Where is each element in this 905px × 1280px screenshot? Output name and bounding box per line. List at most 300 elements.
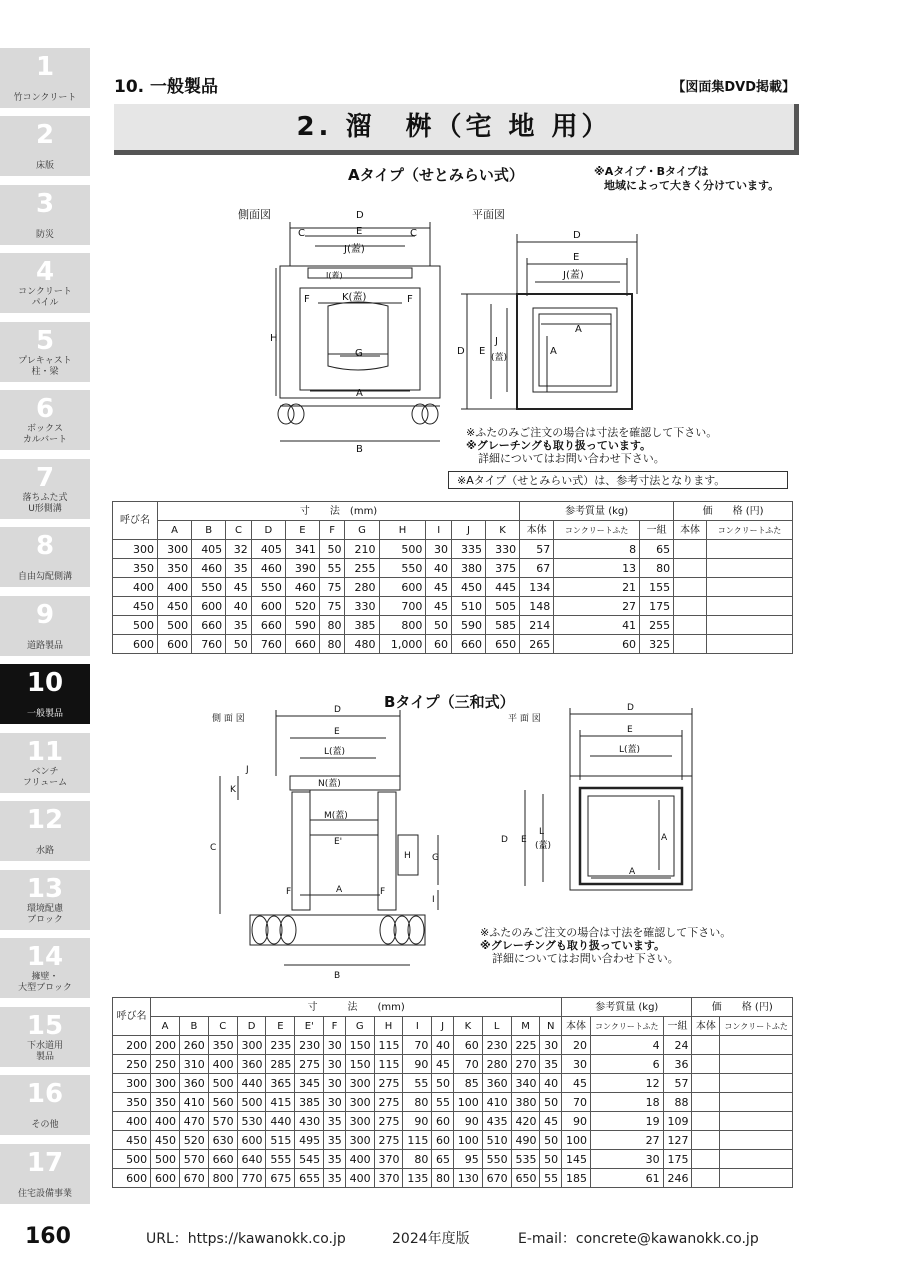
table-cell: 380: [451, 559, 485, 578]
table-cell: 246: [663, 1169, 692, 1188]
table-cell: [674, 559, 707, 578]
table-cell: 35: [226, 616, 252, 635]
table-row: [113, 1055, 793, 1074]
table-cell: 660: [208, 1150, 237, 1169]
sidebar-item-label: 擁壁・ 大型ブロック: [18, 972, 72, 993]
sidebar-item-chapter[interactable]: [0, 1007, 90, 1067]
sidebar-item-number: 12: [26, 805, 64, 835]
table-row: [113, 578, 793, 597]
table-cell: 350: [158, 559, 192, 578]
table-cell: 585: [486, 616, 520, 635]
table-cell: 770: [237, 1169, 266, 1188]
dim-label: E: [479, 346, 486, 357]
table-cell: C: [226, 521, 252, 540]
dim-label: C: [298, 228, 305, 239]
sidebar-item-chapter[interactable]: [0, 801, 90, 861]
dim-label: A: [661, 833, 668, 843]
table-cell: I: [403, 1017, 432, 1036]
table-cell: 650: [511, 1169, 540, 1188]
sidebar-item-number: 5: [35, 326, 55, 356]
table-cell: 30: [426, 540, 452, 559]
table-cell: 45: [226, 578, 252, 597]
dim-label: M(蓋): [324, 811, 348, 821]
table-cell: 510: [451, 597, 485, 616]
table-cell: 590: [285, 616, 319, 635]
table-cell: [674, 578, 707, 597]
table-cell: 寸 法 (mm): [151, 998, 562, 1017]
dim-label: G: [355, 348, 363, 359]
dim-label: D: [501, 835, 508, 845]
table-cell: 300: [113, 540, 158, 559]
table-cell: 40: [226, 597, 252, 616]
table-cell: 88: [663, 1093, 692, 1112]
type-b-plan-label: 平 面 図: [508, 714, 541, 724]
table-cell: 230: [482, 1036, 511, 1055]
dim-label: J(蓋): [344, 244, 365, 255]
table-cell: 185: [562, 1169, 591, 1188]
dim-label: A: [575, 324, 582, 335]
dim-label: G: [432, 853, 439, 863]
table-cell: J: [432, 1017, 454, 1036]
table-cell: 41: [554, 616, 640, 635]
table-cell: 70: [562, 1093, 591, 1112]
table-cell: 300: [345, 1093, 374, 1112]
sidebar-item-chapter[interactable]: [0, 116, 90, 176]
table-cell: 360: [237, 1055, 266, 1074]
table-header-row: [113, 521, 793, 540]
table-cell: 8: [554, 540, 640, 559]
table-cell: コンクリートふた: [554, 521, 640, 540]
table-cell: [720, 1036, 793, 1055]
table-cell: E: [285, 521, 319, 540]
sidebar-item-number: 16: [26, 1079, 64, 1109]
dim-label: D: [356, 210, 364, 221]
table-cell: 200: [113, 1036, 151, 1055]
table-cell: 345: [295, 1074, 324, 1093]
type-a-notice-2: ※グレーチングも取り扱っています。: [466, 439, 652, 452]
table-cell: 80: [403, 1150, 432, 1169]
footer-url: URL：https://kawanokk.co.jp: [146, 1231, 346, 1247]
sidebar-item-label: 落ちふた式 U形側溝: [22, 493, 68, 514]
dim-label: F: [304, 294, 310, 305]
table-cell: コンクリートふた: [707, 521, 793, 540]
table-cell: [692, 1150, 720, 1169]
dim-label: N(蓋): [318, 779, 341, 789]
table-cell: 600: [251, 597, 285, 616]
sidebar-item-chapter[interactable]: [0, 596, 90, 656]
table-cell: 385: [345, 616, 379, 635]
table-cell: 135: [403, 1169, 432, 1188]
table-cell: 150: [345, 1036, 374, 1055]
table-cell: 550: [192, 578, 226, 597]
table-cell: 460: [251, 559, 285, 578]
table-cell: 90: [403, 1055, 432, 1074]
table-cell: 50: [226, 635, 252, 654]
table-cell: 360: [482, 1074, 511, 1093]
table-cell: 300: [345, 1131, 374, 1150]
table-cell: G: [345, 521, 379, 540]
table-cell: 300: [345, 1112, 374, 1131]
table-cell: 265: [520, 635, 554, 654]
page-number: 160: [25, 1224, 71, 1249]
table-cell: 80: [640, 559, 674, 578]
dim-label: D: [573, 230, 581, 241]
sidebar-item-label: 環境配慮 ブロック: [26, 904, 63, 925]
sidebar-item-number: 14: [26, 942, 64, 972]
table-cell: [692, 1169, 720, 1188]
sidebar-item-chapter[interactable]: [0, 870, 90, 930]
dvd-note: 【図面集DVD掲載】: [672, 80, 795, 95]
table-header-row: [113, 502, 793, 521]
table-cell: 275: [374, 1074, 403, 1093]
table-cell: 400: [151, 1112, 180, 1131]
dim-label: C: [410, 228, 417, 239]
table-cell: 520: [179, 1131, 208, 1150]
table-cell: 148: [520, 597, 554, 616]
table-cell: 60: [432, 1112, 454, 1131]
table-cell: 4: [590, 1036, 663, 1055]
table-cell: 800: [208, 1169, 237, 1188]
sidebar-item-chapter[interactable]: [0, 390, 90, 450]
table-cell: 400: [113, 1112, 151, 1131]
table-cell: 80: [319, 616, 345, 635]
table-cell: 350: [208, 1036, 237, 1055]
table-cell: 24: [663, 1036, 692, 1055]
table-cell: 50: [426, 616, 452, 635]
table-cell: 210: [345, 540, 379, 559]
table-cell: 30: [324, 1074, 346, 1093]
sidebar-item-number: 8: [35, 531, 55, 561]
table-cell: 65: [432, 1150, 454, 1169]
sidebar-item-chapter[interactable]: [0, 253, 90, 313]
table-cell: 35: [324, 1131, 346, 1150]
dim-label: (蓋): [491, 353, 508, 363]
table-cell: 660: [192, 616, 226, 635]
table-cell: 500: [237, 1093, 266, 1112]
table-cell: 40: [426, 559, 452, 578]
table-cell: 50: [432, 1074, 454, 1093]
table-cell: 325: [640, 635, 674, 654]
sidebar-item-chapter[interactable]: [0, 459, 90, 519]
dim-label: E': [334, 837, 343, 847]
table-cell: 500: [379, 540, 426, 559]
table-cell: 80: [403, 1093, 432, 1112]
table-cell: 参考質量 (kg): [562, 998, 692, 1017]
table-cell: 500: [208, 1074, 237, 1093]
table-cell: 445: [486, 578, 520, 597]
table-cell: 400: [158, 578, 192, 597]
sidebar-item-chapter[interactable]: [0, 733, 90, 793]
table-cell: 390: [285, 559, 319, 578]
table-cell: E: [266, 1017, 295, 1036]
table-cell: 45: [562, 1074, 591, 1093]
table-cell: 670: [482, 1169, 511, 1188]
table-cell: 250: [151, 1055, 180, 1074]
dim-label: I: [432, 895, 435, 905]
table-cell: 45: [540, 1112, 562, 1131]
table-cell: 335: [451, 540, 485, 559]
table-cell: 410: [179, 1093, 208, 1112]
table-cell: 480: [345, 635, 379, 654]
sidebar-item-chapter[interactable]: [0, 527, 90, 587]
sidebar-item-chapter[interactable]: [0, 1075, 90, 1135]
table-cell: 400: [113, 578, 158, 597]
table-cell: 460: [192, 559, 226, 578]
table-cell: 530: [237, 1112, 266, 1131]
table-cell: 27: [590, 1131, 663, 1150]
table-cell: 95: [453, 1150, 482, 1169]
table-cell: 285: [266, 1055, 295, 1074]
table-cell: [692, 1112, 720, 1131]
table-cell: [720, 1131, 793, 1150]
table-cell: 500: [151, 1150, 180, 1169]
table-cell: K: [453, 1017, 482, 1036]
table-cell: 35: [226, 559, 252, 578]
table-cell: 参考質量 (kg): [520, 502, 674, 521]
sidebar-item-number: 13: [26, 874, 64, 904]
table-cell: 405: [251, 540, 285, 559]
type-note-2: 地域によって大きく分けています。: [604, 179, 780, 192]
table-cell: 460: [285, 578, 319, 597]
table-cell: 450: [451, 578, 485, 597]
table-cell: C: [208, 1017, 237, 1036]
sidebar-item-chapter[interactable]: [0, 1144, 90, 1204]
table-cell: 340: [511, 1074, 540, 1093]
sidebar-item-number: 10: [26, 668, 64, 698]
table-cell: 50: [319, 540, 345, 559]
table-cell: [674, 540, 707, 559]
sidebar-item-number: 11: [26, 737, 64, 767]
table-cell: 535: [511, 1150, 540, 1169]
table-cell: 300: [113, 1074, 151, 1093]
table-cell: [692, 1093, 720, 1112]
sidebar-item-label: 下水道用 製品: [26, 1041, 63, 1062]
table-cell: 370: [374, 1169, 403, 1188]
table-cell: 440: [266, 1112, 295, 1131]
sidebar-item-number: 15: [26, 1011, 64, 1041]
dim-label: (蓋): [535, 841, 552, 851]
table-cell: 115: [374, 1036, 403, 1055]
table-cell: 415: [266, 1093, 295, 1112]
table-cell: 630: [208, 1131, 237, 1150]
dim-label: E: [334, 727, 340, 737]
table-cell: 32: [226, 540, 252, 559]
table-cell: 60: [426, 635, 452, 654]
type-a-side-view-drawing: [270, 206, 450, 461]
table-cell: 280: [482, 1055, 511, 1074]
dim-label: H: [270, 333, 278, 344]
type-a-spec-table: [112, 501, 793, 654]
sidebar-item-number: 3: [35, 189, 55, 219]
table-cell: H: [379, 521, 426, 540]
table-cell: [707, 578, 793, 597]
table-cell: 50: [540, 1131, 562, 1150]
table-cell: 本体: [674, 521, 707, 540]
table-cell: [707, 559, 793, 578]
dim-label: J: [495, 336, 498, 347]
table-cell: 12: [590, 1074, 663, 1093]
table-cell: 呼び名: [113, 998, 151, 1036]
table-cell: 65: [640, 540, 674, 559]
table-cell: 250: [113, 1055, 151, 1074]
type-b-side-view-drawing: [200, 700, 460, 985]
dim-label: B: [334, 971, 341, 981]
table-cell: 6: [590, 1055, 663, 1074]
table-cell: 75: [319, 578, 345, 597]
table-cell: G: [345, 1017, 374, 1036]
table-cell: 50: [540, 1093, 562, 1112]
table-cell: 45: [426, 578, 452, 597]
sidebar-item-number: 9: [35, 600, 55, 630]
table-cell: 600: [158, 635, 192, 654]
sidebar-item-label: プレキャスト 柱・梁: [18, 356, 72, 377]
table-cell: 30: [562, 1055, 591, 1074]
table-cell: 30: [324, 1036, 346, 1055]
dim-label: J(蓋): [563, 270, 584, 281]
table-cell: 60: [554, 635, 640, 654]
dim-label: I(蓋): [326, 271, 343, 280]
sidebar-item-chapter[interactable]: [0, 938, 90, 998]
table-cell: 515: [266, 1131, 295, 1150]
table-cell: 640: [237, 1150, 266, 1169]
table-cell: 35: [540, 1055, 562, 1074]
table-row: [113, 1093, 793, 1112]
sidebar-item-label: 床版: [35, 161, 54, 171]
dim-label: K(蓋): [342, 292, 367, 303]
dim-label: F: [286, 887, 292, 897]
table-cell: 145: [562, 1150, 591, 1169]
table-cell: 115: [374, 1055, 403, 1074]
table-cell: 440: [237, 1074, 266, 1093]
table-row: [113, 1150, 793, 1169]
sidebar-item-chapter[interactable]: [0, 322, 90, 382]
table-cell: 35: [324, 1169, 346, 1188]
sidebar-item-chapter[interactable]: [0, 48, 90, 108]
table-cell: 255: [345, 559, 379, 578]
table-cell: 560: [208, 1093, 237, 1112]
sidebar-item-label: 自由勾配側溝: [17, 572, 72, 582]
table-cell: 435: [482, 1112, 511, 1131]
sidebar-item-chapter[interactable]: [0, 664, 90, 724]
type-a-title: Aタイプ（せとみらい式）: [348, 166, 524, 184]
table-cell: 800: [379, 616, 426, 635]
table-cell: 660: [285, 635, 319, 654]
table-cell: 550: [251, 578, 285, 597]
table-cell: 430: [295, 1112, 324, 1131]
table-cell: 235: [266, 1036, 295, 1055]
table-cell: [674, 616, 707, 635]
table-cell: 30: [324, 1055, 346, 1074]
sidebar-item-label: 防災: [35, 230, 54, 240]
dim-label: B: [356, 444, 363, 455]
table-cell: 175: [663, 1150, 692, 1169]
table-cell: 600: [113, 635, 158, 654]
table-cell: 本体: [562, 1017, 591, 1036]
table-cell: 495: [295, 1131, 324, 1150]
table-cell: 600: [379, 578, 426, 597]
table-cell: 80: [319, 635, 345, 654]
table-cell: [692, 1055, 720, 1074]
table-cell: 400: [208, 1055, 237, 1074]
table-cell: 470: [179, 1112, 208, 1131]
table-cell: 価 格 (円): [674, 502, 793, 521]
table-cell: 370: [374, 1150, 403, 1169]
sidebar-item-number: 17: [26, 1148, 64, 1178]
table-cell: 70: [403, 1036, 432, 1055]
table-row: [113, 1074, 793, 1093]
table-cell: 30: [540, 1036, 562, 1055]
table-cell: 40: [540, 1074, 562, 1093]
sidebar-item-number: 7: [35, 463, 55, 493]
table-cell: E': [295, 1017, 324, 1036]
table-cell: 55: [319, 559, 345, 578]
dim-label: F: [380, 887, 386, 897]
table-cell: 55: [540, 1169, 562, 1188]
sidebar-item-chapter[interactable]: [0, 185, 90, 245]
table-row: [113, 559, 793, 578]
table-cell: 90: [403, 1112, 432, 1131]
table-header-row: [113, 998, 793, 1017]
table-cell: [692, 1074, 720, 1093]
table-cell: 655: [295, 1169, 324, 1188]
table-cell: 385: [295, 1093, 324, 1112]
table-cell: 500: [158, 616, 192, 635]
table-cell: 275: [374, 1093, 403, 1112]
table-cell: J: [451, 521, 485, 540]
table-cell: 300: [345, 1074, 374, 1093]
table-cell: 57: [663, 1074, 692, 1093]
table-cell: 175: [640, 597, 674, 616]
table-cell: 520: [285, 597, 319, 616]
sidebar-item-number: 4: [35, 257, 55, 287]
table-cell: 30: [590, 1150, 663, 1169]
sidebar-item-label: ボックス カルバート: [22, 424, 68, 445]
table-cell: 150: [345, 1055, 374, 1074]
sidebar-item-number: 1: [35, 52, 55, 82]
table-cell: [720, 1169, 793, 1188]
table-cell: A: [158, 521, 192, 540]
table-cell: 505: [486, 597, 520, 616]
table-cell: 100: [453, 1131, 482, 1150]
table-cell: 1,000: [379, 635, 426, 654]
type-a-plan-view-drawing: [455, 224, 645, 414]
table-cell: N: [540, 1017, 562, 1036]
table-cell: 70: [453, 1055, 482, 1074]
table-cell: 155: [640, 578, 674, 597]
table-cell: D: [251, 521, 285, 540]
sidebar-item-label: 水路: [35, 846, 54, 856]
table-cell: 490: [511, 1131, 540, 1150]
table-cell: 600: [237, 1131, 266, 1150]
table-cell: 75: [319, 597, 345, 616]
sidebar-item-label: その他: [31, 1120, 59, 1130]
table-cell: 590: [451, 616, 485, 635]
table-cell: H: [374, 1017, 403, 1036]
table-cell: 350: [113, 1093, 151, 1112]
table-cell: 27: [554, 597, 640, 616]
table-cell: 350: [151, 1093, 180, 1112]
table-cell: 60: [453, 1036, 482, 1055]
table-cell: 375: [486, 559, 520, 578]
table-cell: 341: [285, 540, 319, 559]
table-cell: 130: [453, 1169, 482, 1188]
table-cell: 本体: [520, 521, 554, 540]
table-cell: 225: [511, 1036, 540, 1055]
table-row: [113, 540, 793, 559]
table-row: [113, 1036, 793, 1055]
sidebar-item-number: 6: [35, 394, 55, 424]
table-cell: B: [179, 1017, 208, 1036]
